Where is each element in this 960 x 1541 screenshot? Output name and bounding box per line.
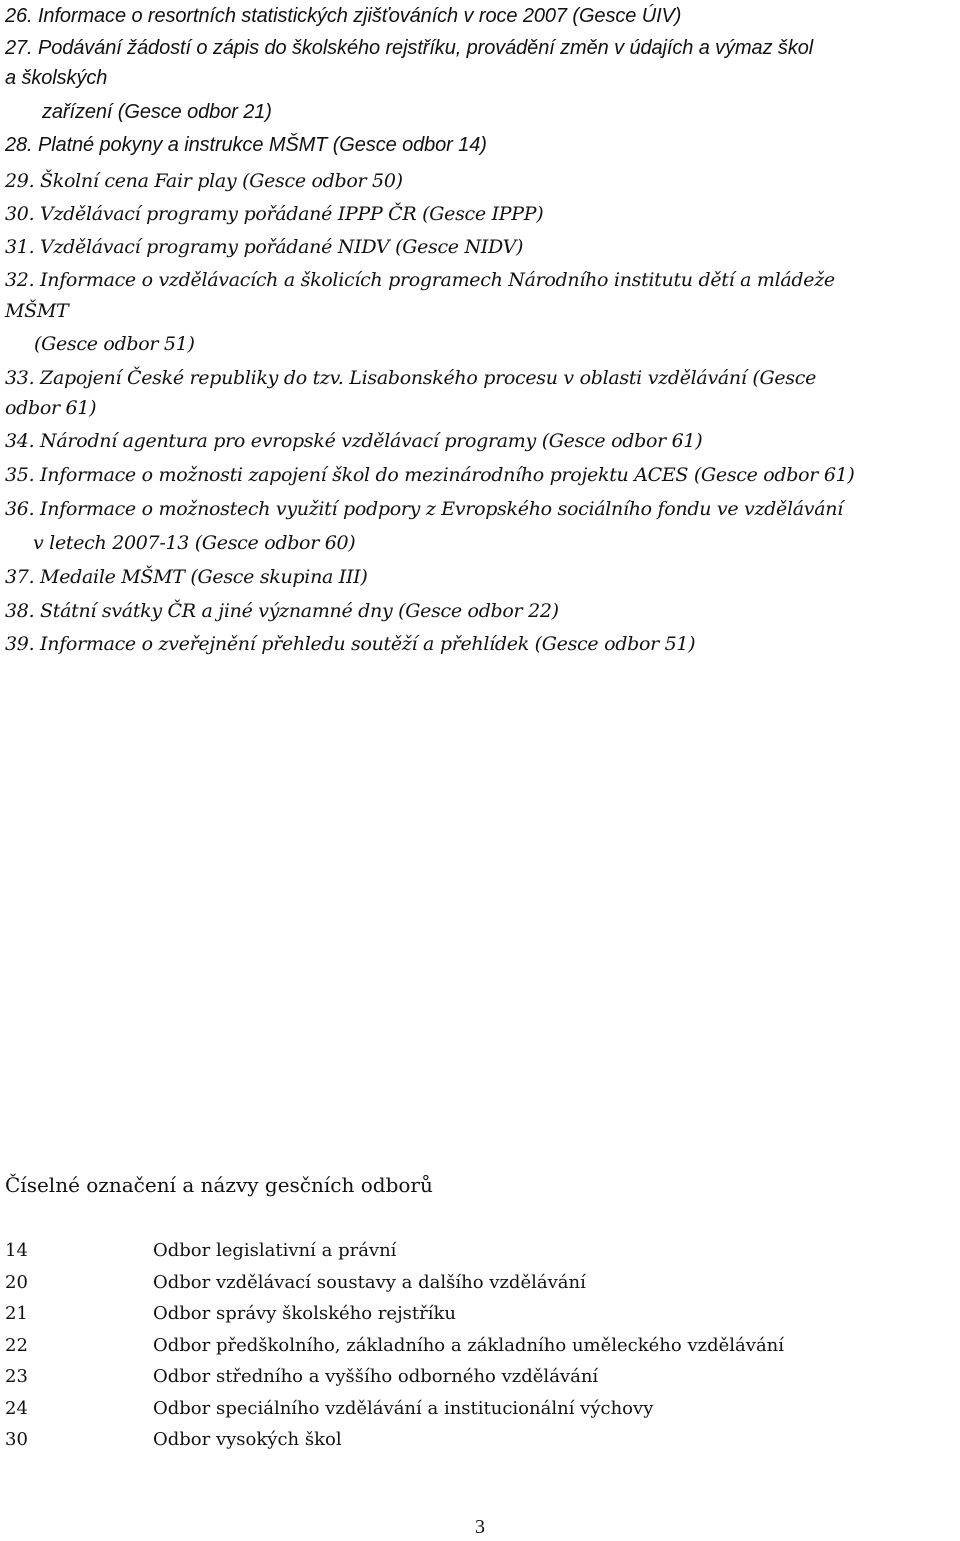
section-heading: Číselné označení a názvy gesčních odborů [5,1173,433,1197]
list-item: MŠMT [5,300,69,322]
department-name: Odbor předškolního, základního a základního uměleckého vzdělávání [153,1334,785,1356]
list-item: 34. Národní agentura pro evropské vzdělávací programy (Gesce odbor 61) [5,430,703,452]
department-name: Odbor vzdělávací soustavy a dalšího vzdělávání [153,1271,586,1293]
page-number: 3 [475,1516,485,1538]
department-code: 30 [5,1429,28,1450]
list-item: a školských [5,67,108,89]
department-name: Odbor speciálního vzdělávání a institucionální výchovy [153,1397,654,1419]
list-item: 27. Podávání žádostí o zápis do školského rejstříku, provádění změn v údajích a výmaz škol [5,37,814,59]
list-item: 38. Státní svátky ČR a jiné významné dny (Gesce odbor 22) [5,600,559,622]
list-item: 36. Informace o možnostech využití podpory z Evropského sociálního fondu ve vzdělávání [5,498,843,520]
department-name: Odbor legislativní a právní [153,1240,397,1261]
department-name: Odbor vysokých škol [153,1429,342,1450]
list-item: odbor 61) [5,397,97,419]
list-item: 26. Informace o resortních statistických zjišťováních v roce 2007 (Gesce ÚIV) [5,5,682,27]
department-code: 14 [5,1240,28,1261]
list-item: zařízení (Gesce odbor 21) [42,101,272,123]
list-item: 33. Zapojení České republiky do tzv. Lisabonského procesu v oblasti vzdělávání (Gesce [5,367,817,389]
department-code: 20 [5,1271,28,1293]
list-item: 28. Platné pokyny a instrukce MŠMT (Gesce odbor 14) [5,134,487,156]
department-code: 23 [5,1366,28,1387]
list-item: 31. Vzdělávací programy pořádané NIDV (Gesce NIDV) [5,236,524,258]
department-name: Odbor správy školského rejstříku [153,1303,456,1324]
list-item: 39. Informace o zveřejnění přehledu soutěží a přehlídek (Gesce odbor 51) [5,633,696,655]
department-code: 22 [5,1334,28,1356]
department-name: Odbor středního a vyššího odborného vzdělávání [153,1366,599,1387]
department-code: 21 [5,1303,28,1324]
department-code: 24 [5,1397,28,1419]
list-item: (Gesce odbor 51) [34,333,195,355]
list-item: 32. Informace o vzdělávacích a školicích programech Národního institutu dětí a mládeže [5,269,835,291]
list-item: 29. Školní cena Fair play (Gesce odbor 50) [5,170,403,192]
list-item: 37. Medaile MŠMT (Gesce skupina III) [5,566,368,588]
list-item: v letech 2007-13 (Gesce odbor 60) [33,532,356,554]
list-item: 30. Vzdělávací programy pořádané IPPP ČR (Gesce IPPP) [5,203,544,225]
list-item: 35. Informace o možnosti zapojení škol do mezinárodního projektu ACES (Gesce odbor 61) [5,464,855,486]
